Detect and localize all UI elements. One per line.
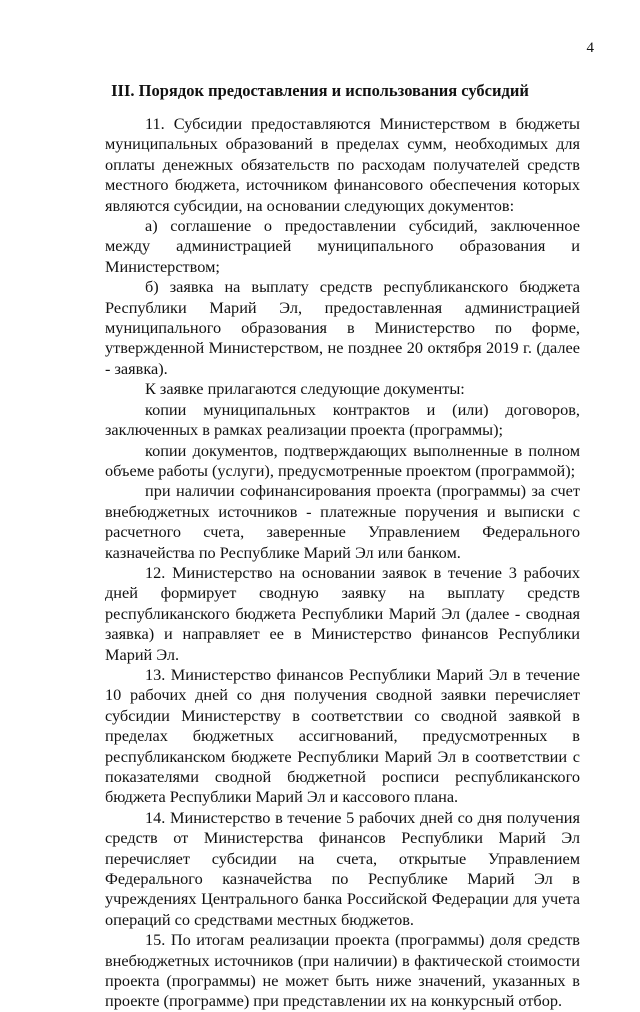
paragraph-11: 11. Субсидии предоставляются Министерством в бюджеты муниципальных образований в пределах сумм, необходимых для оплаты денежных обязательств по расходам получателей средств местного бюджета, источником финансового обеспечения которых являются субсидии, на основании следующих документов: [105,114,580,215]
attachments-intro: К заявке прилагаются следующие документы: [145,379,465,399]
attachment-contracts: копии муниципальных контрактов и (или) договоров, заключенных в рамках реализации проекта (программы); [105,399,580,440]
paragraph-12: 12. Министерство на основании заявок в течение 3 рабочих дней формирует сводную заявку на выплату средств республиканского бюджета Республики Марий Эл (далее - сводная заявка) и направляет ее в Министерство финансов Республики Марий Эл. [105,562,580,664]
document-body [105,114,580,1012]
attachment-work-documents: копии документов, подтверждающих выполненные в полном объеме работы (услуги), предусмотренные проектом (программой); [105,440,580,480]
paragraph-15: 15. По итогам реализации проекта (программы) доля средств внебюджетных источников (при наличии) в фактической стоимости проекта (программы) не может быть ниже значений, указанных в проекте (программе) при представлении их на конкурсный отбор. [105,930,580,1011]
section-heading: III. Порядок предоставления и использования субсидий [111,81,529,100]
paragraph-11-b: б) заявка на выплату средств республиканского бюджета Республики Марий Эл, предоставленная администрацией муниципального образования в Министерство по форме, утвержденной Министерством, не позднее 20 октября 2019 г. (далее - заявка). [105,277,580,378]
paragraph-13: 13. Министерство финансов Республики Марий Эл в течение 10 рабочих дней со дня получения сводной заявки перечисляет субсидии Министерству в соответствии со сводной заявкой в пределах бюджетных ассигнований, предусмотренных в республиканском бюджете Республики Марий Эл в соответствии с показателями сводной бюджетной росписи республиканского бюджета Республики Марий Эл и кассового плана. [105,664,580,807]
attachment-cofinancing: при наличии софинансирования проекта (программы) за счет внебюджетных источников - платежные поручения и выписки с расчетного счета, заверенные Управлением Федерального казначейства по Республике Марий Эл или банком. [105,481,580,562]
page-number: 4 [586,40,594,56]
paragraph-11-a: а) соглашение о предоставлении субсидий, заключенное между администрацией муниципального образования и Министерством; [105,216,580,276]
paragraph-14: 14. Министерство в течение 5 рабочих дней со дня получения средств от Министерства финансов Республики Марий Эл перечисляет субсидии на счета, открытые Управлением Федерального казначейства по Республике Марий Эл в учреждениях Центрального банка Российской Федерации для учета операций со средствами местных бюджетов. [105,807,580,929]
